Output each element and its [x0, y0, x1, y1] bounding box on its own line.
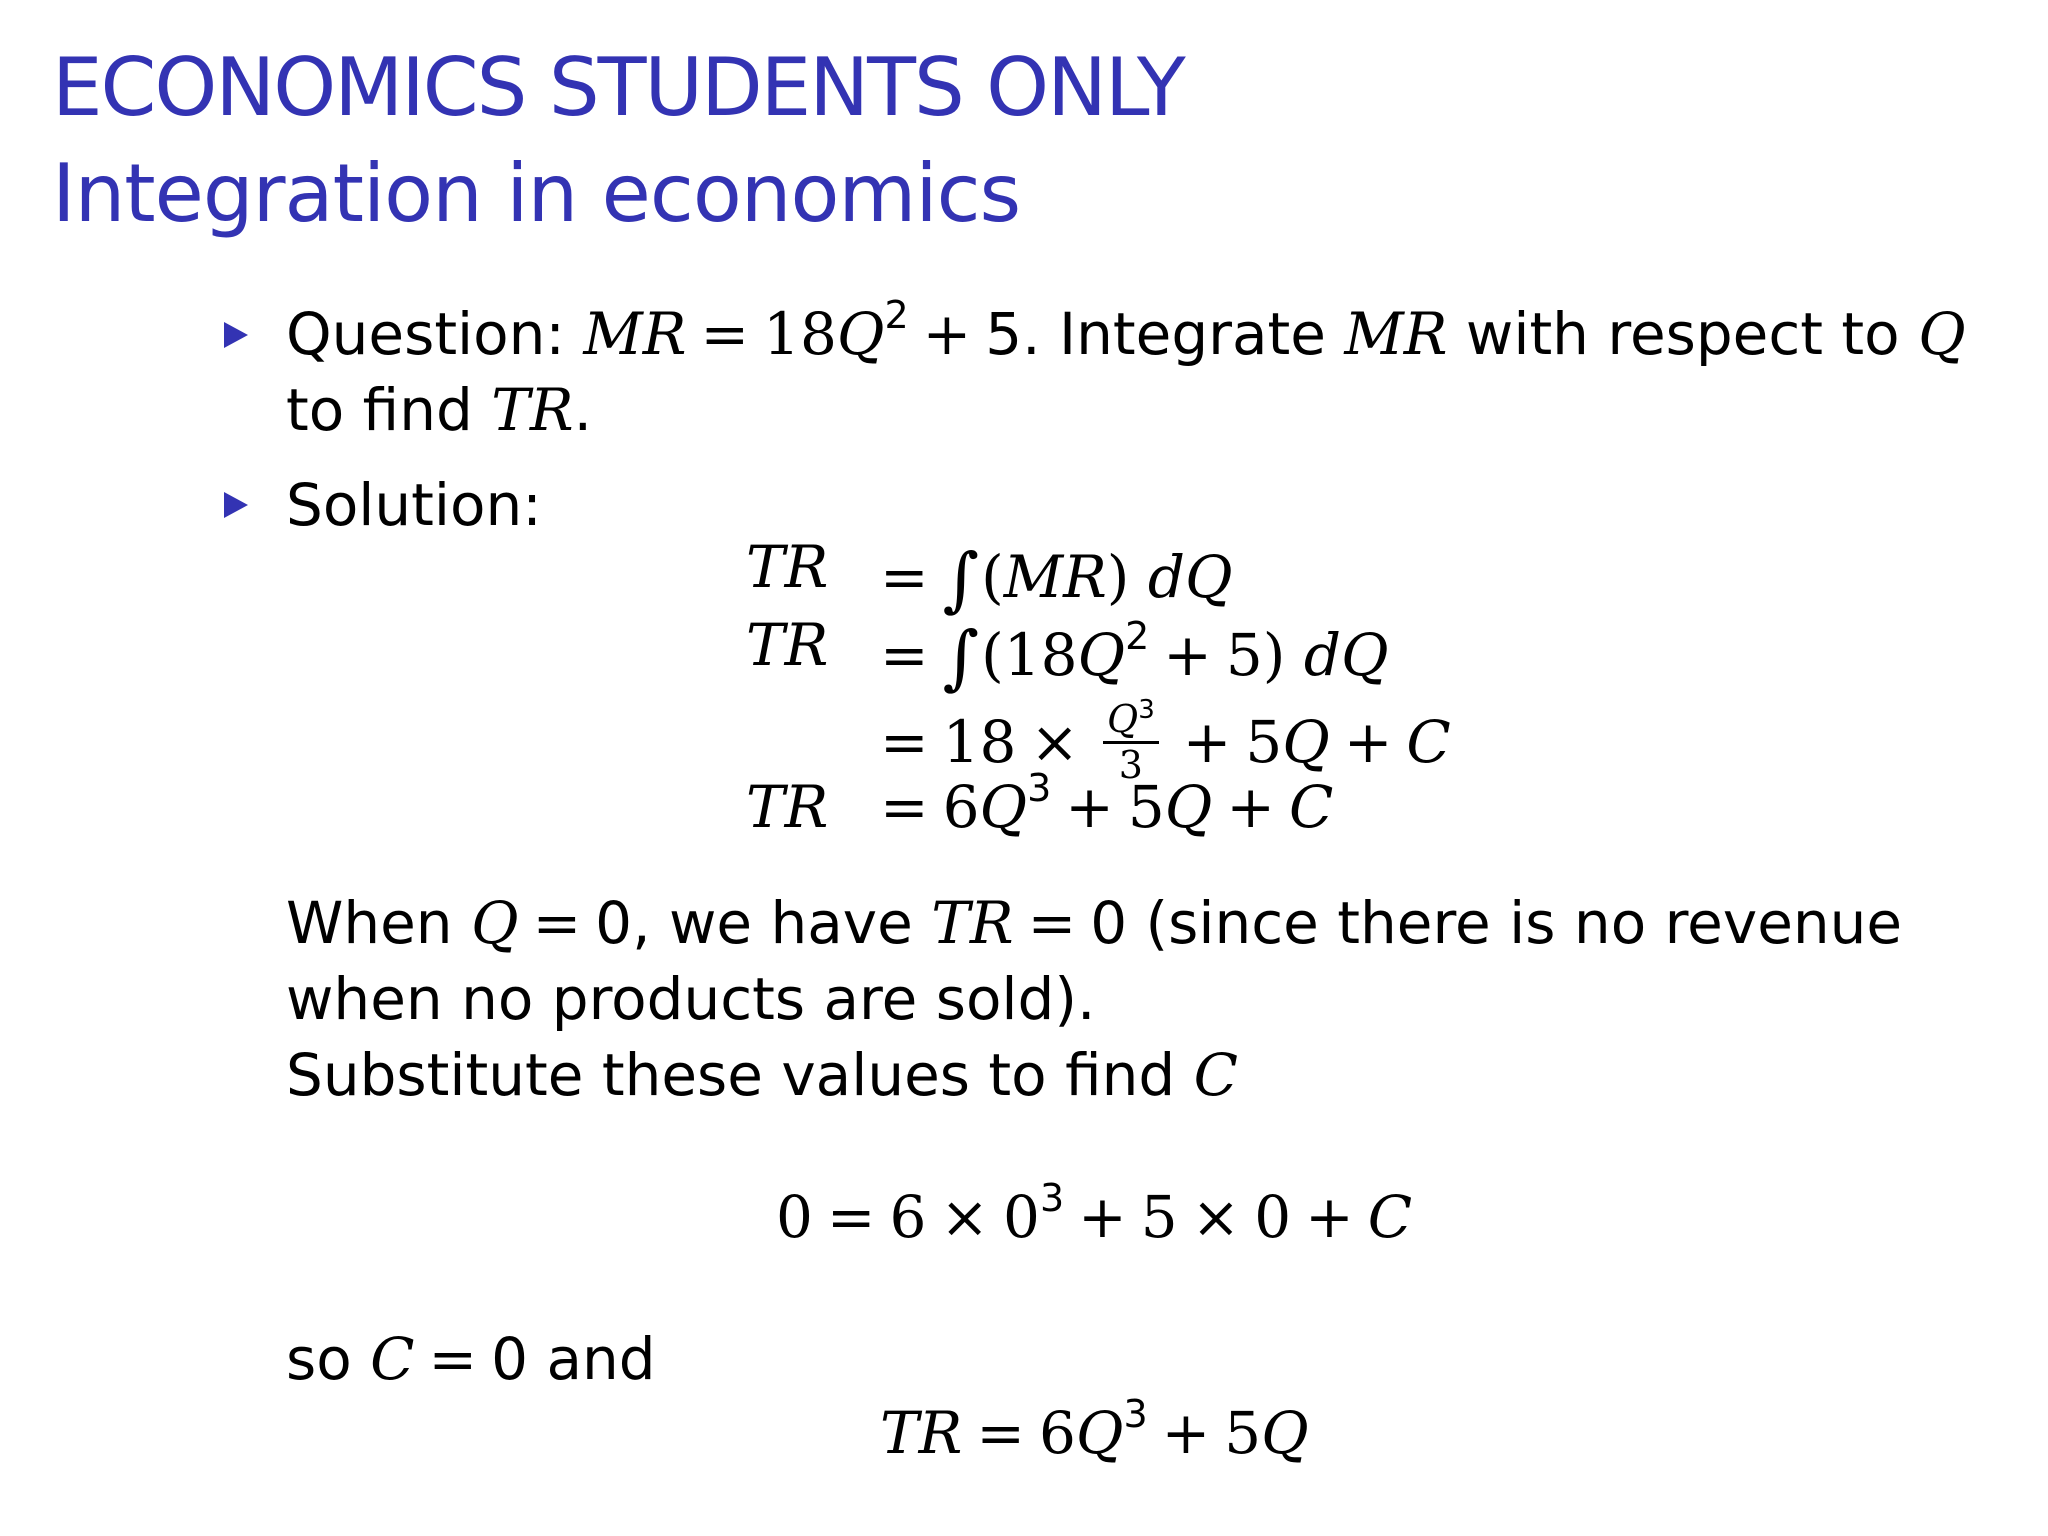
slide-title: ECONOMICS STUDENTS ONLY [52, 41, 1184, 134]
plus-sign: + [1078, 1183, 1127, 1251]
plus-sign: + [1065, 773, 1114, 841]
coefficient: 18 [942, 708, 1017, 777]
bullet-triangle-icon [224, 492, 248, 518]
eq4-lhs: TR [746, 773, 829, 841]
q-symbol: Q [836, 300, 885, 368]
exponent: 3 [1123, 1392, 1148, 1436]
final-equation [880, 1392, 1309, 1467]
c-symbol: C [1367, 1183, 1413, 1251]
eq2-lhs: TR [746, 611, 829, 679]
fraction [1103, 695, 1159, 787]
zero: 0 [1254, 1183, 1292, 1251]
question-line-2 [286, 376, 593, 444]
q-symbol-2: Q [1918, 300, 1966, 368]
exponent: 2 [884, 293, 909, 337]
c-symbol: C [1288, 773, 1334, 841]
eq4-rhs [880, 766, 1334, 841]
text-zero-we-have: 0, we have [595, 889, 913, 957]
five: 5 [1140, 1183, 1178, 1251]
six: 6 [889, 1183, 927, 1251]
integral-symbol: ∫ [942, 538, 980, 620]
exponent: 3 [1138, 695, 1155, 725]
equals-sign: = [826, 1183, 876, 1251]
text-substitute: Substitute these values to find [286, 1041, 1176, 1109]
plus-sign: + [1182, 708, 1232, 777]
coefficient: 6 [942, 773, 980, 841]
equals-sign: = [880, 773, 929, 841]
question-line-1 [286, 293, 1966, 368]
q-symbol: Q [1107, 697, 1139, 741]
question-line2-prefix: to find [286, 376, 473, 444]
eq2-rhs [880, 614, 1389, 698]
equals-sign: = [880, 621, 929, 689]
dq-symbol: dQ [1303, 621, 1389, 689]
bullet-triangle-icon [224, 322, 248, 348]
question-line2-suffix: . [573, 376, 593, 444]
mr-symbol: MR [583, 300, 687, 368]
times-sign: × [940, 1183, 990, 1251]
paren-close: ) [1106, 543, 1130, 611]
mr-symbol-2: MR [1344, 300, 1448, 368]
tr-symbol: TR [931, 889, 1014, 957]
integral-symbol: ∫ [942, 616, 980, 698]
eq1-rhs [880, 538, 1233, 620]
tr-symbol: TR [880, 1399, 963, 1467]
q-symbol: Q [1164, 773, 1213, 841]
coefficient-5: 5 [1127, 773, 1165, 841]
tr-symbol: TR [491, 376, 574, 444]
constant-paren: 5) [1225, 621, 1286, 689]
plus-sign: + [1163, 621, 1212, 689]
q-symbol: Q [1075, 1399, 1124, 1467]
explanation-line-3 [286, 1041, 1239, 1109]
coefficient: 18 [763, 300, 837, 368]
plus-sign: + [1305, 1183, 1354, 1251]
zero: 0 [776, 1183, 813, 1251]
equals-sign: = [428, 1325, 478, 1393]
equals-sign: = [976, 1399, 1025, 1467]
q-symbol: Q [471, 889, 519, 957]
fraction-numerator [1103, 695, 1159, 744]
plus-sign: + [1161, 1399, 1211, 1467]
equals-sign: = [880, 543, 929, 611]
q-symbol: Q [1261, 1399, 1309, 1467]
explanation-line-1 [286, 889, 1903, 957]
plus-sign: + [1226, 773, 1275, 841]
coefficient: 6 [1038, 1399, 1076, 1467]
exponent: 3 [1039, 1176, 1065, 1220]
exponent: 2 [1125, 614, 1150, 658]
text-so: so [286, 1325, 352, 1393]
times-sign: × [1191, 1183, 1241, 1251]
fraction-denominator: 3 [1118, 743, 1143, 787]
times-sign: × [1030, 708, 1080, 777]
dq-symbol: dQ [1147, 543, 1233, 611]
question-with-text: with respect to [1465, 300, 1900, 368]
paren-coef: (18 [981, 621, 1078, 689]
exponent: 3 [1027, 766, 1052, 810]
question-constant: 5. Integrate [985, 300, 1326, 368]
solution-label: Solution: [286, 471, 542, 539]
paren-open: ( [981, 543, 1004, 611]
explanation-line-2: when no products are sold). [286, 965, 1096, 1033]
substitution-equation [776, 1176, 1413, 1251]
eq1-lhs: TR [746, 533, 829, 601]
q-symbol: Q [1282, 708, 1330, 777]
c-symbol: C [1406, 708, 1451, 777]
conclusion-line [286, 1325, 656, 1393]
c-symbol: C [1193, 1041, 1239, 1109]
text-when: When [286, 889, 453, 957]
q-symbol: Q [979, 773, 1028, 841]
coefficient-5: 5 [1245, 708, 1283, 777]
c-symbol: C [370, 1325, 415, 1393]
plus-sign: + [922, 300, 972, 368]
equals-sign: = [1027, 889, 1077, 957]
q-symbol: Q [1077, 621, 1126, 689]
equals-sign: = [532, 889, 582, 957]
plus-sign: + [1343, 708, 1393, 777]
slide-subtitle: Integration in economics [52, 147, 1021, 240]
equals-sign: = [700, 300, 750, 368]
question-prefix: Question: [286, 300, 584, 368]
equals-sign: = [880, 708, 929, 777]
text-zero-and: 0 and [491, 1325, 656, 1393]
zero: 0 [1003, 1183, 1040, 1251]
mr-symbol: MR [1003, 543, 1107, 611]
text-no-revenue: 0 (since there is no revenue [1090, 889, 1903, 957]
coefficient-5: 5 [1224, 1399, 1262, 1467]
